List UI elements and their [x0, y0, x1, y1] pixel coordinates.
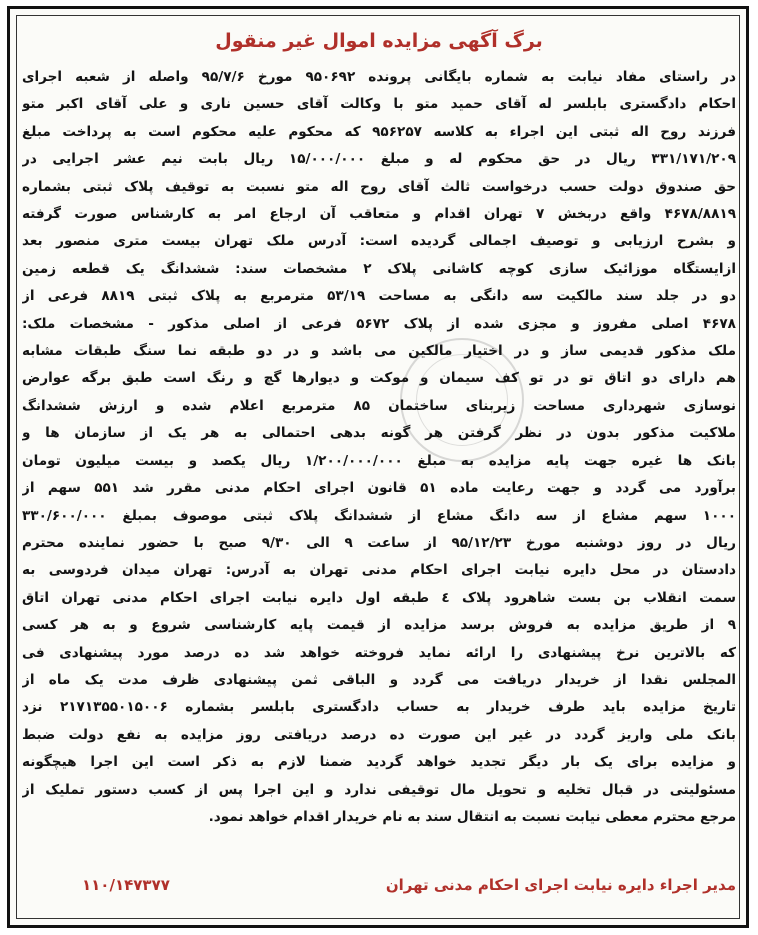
notice-line: بانک ها غیره جهت پایه مزایده به مبلغ ۱/۲۰۰/۰۰۰/۰۰۰ ریال یکصد و بیست میلیون تومان — [22, 452, 736, 469]
notice-body — [22, 64, 736, 831]
notice-line: ۴۶۷۸/۸۸۱۹ واقع دربخش ۷ تهران اقدام و متعاقب آن ارجاع امر به کارشناس صورت گرفته — [22, 206, 736, 223]
notice-line: مسئولیتی در قبال تخلیه و تحویل مال توقیفی ندارد و این اجرا پس از کسب دستور تملیک از — [22, 781, 736, 798]
notice-line: المجلس نقدا از خریدار دریافت می گردد و الباقی ثمن پیشنهادی ظرف مدت یک ماه از — [22, 671, 736, 688]
notice-line: سمت انقلاب بن بست شاهرود پلاک ٤ طبقه اول دایره نیابت اجرای احکام مدنی تهران اتاق — [22, 589, 736, 606]
notice-line: ازایستگاه موزائیک سازی کوچه کاشانی پلاک ۲ مشخصات سند: ششدانگ یک قطعه زمین — [22, 260, 736, 277]
notice-line: نوسازی شهرداری مساحت زیربنای ساختمان ۸۵ مترمربع اعلام شده و ارزش ششدانگ — [22, 397, 736, 414]
notice-line: دو در جلد سند مالکیت سه دانگی به مساحت ۵۳/۱۹ مترمربع به پلاک ثبتی ۸۸۱۹ فرعی از — [22, 288, 736, 305]
notice-line: ملک مذکور قدیمی ساز و در اختیار مالکین می باشد و در دو طبقه نما سنگ طبقات مشابه — [22, 343, 736, 360]
notice-line: برآورد می گردد و جهت رعایت ماده ۵۱ قانون اجرای احکام مدنی مقرر شد ۵۵۱ سهم از — [22, 480, 736, 497]
notice-line: تاریخ مزایده باید طرف خریدار به حساب دادگستری بابلسر بشماره ۲۱۷۱۳۵۵۰۱۵۰۰۶ نزد — [22, 699, 736, 716]
notice-line: ملاکیت مذکور بدون در نظر گرفتن هر گونه بدهی احتمالی به هر یک از سازمان ها و — [22, 425, 736, 442]
notice-line: دادستان در محل دایره نیابت اجرای احکام مدنی تهران به آدرس: تهران میدان فردوسی به — [22, 562, 736, 579]
notice-line: که بالاترین نرخ پیشنهادی را ارائه نماید فروخته خواهد شد ده درصد مورد پیشنهادی فی — [22, 644, 736, 661]
signer-title: مدیر اجراء دایره نیابت اجرای احکام مدنی تهران — [385, 876, 736, 894]
notice-line: احکام دادگستری بابلسر له آقای حمید متو با وکالت آقای حسین ناری و علی آقای اکبر متو — [22, 96, 736, 113]
notice-line: حق صندوق دولت حسب درخواست ثالث آقای روح اله متو نسبت به توقیف پلاک ثبتی بشماره — [22, 178, 736, 195]
reference-number: ۱۱۰/۱۴۷۳۷۷ — [82, 876, 170, 894]
notice-line: هم دارای دو اتاق تو در تو کف سیمان و موکت و دیوارها گچ و رنگ است طبق برگه عوارض — [22, 370, 736, 387]
notice-line: در راستای مفاد نیابت به شماره بایگانی پرونده ۹۵۰۶۹۲ مورخ ۹۵/۷/۶ واصله از شعبه اجرای — [22, 69, 736, 85]
notice-line: ۱۰۰۰ سهم مشاع از سه دانگ مشاع از ششدانگ پلاک ثبتی موصوف بمبلغ ۳۳۰/۶۰۰/۰۰۰ — [22, 507, 736, 524]
notice-line: فرزند روح اله ثبتی این اجراء به کلاسه ۹۵۶۲۵۷ که محکوم علیه محکوم است به پرداخت مبلغ — [22, 123, 736, 140]
notice-footer — [22, 876, 736, 906]
notice-title: برگ آگهی مزایده اموال غیر منقول — [215, 30, 543, 52]
notice-line: بانک ملی واریز گردد در غیر این صورت ده درصد دریافتی روز مزایده به نفع دولت ضبط — [22, 726, 736, 743]
notice-line: ۹ از طریق مزایده به فروش برسد مزایده از قیمت پایه کارشناسی شروع و به هر کسی — [22, 617, 736, 634]
notice-line: و مزایده برای یک بار دیگر تجدید خواهد گردید ضمنا لازم به ذکر است این اجرا هیچگونه — [22, 754, 736, 771]
notice-line: و بشرح ارزیابی و توصیف اجمالی گردیده است: آدرس ملک تهران بیست متری منصور بعد — [22, 233, 736, 250]
notice-line: ۳۳۱/۱۷۱/۲۰۹ ریال در حق محکوم له و مبلغ ۱۵/۰۰۰/۰۰۰ ریال بابت نیم عشر اجرایی در — [22, 151, 736, 168]
notice-line: ریال در روز دوشنبه مورخ ۹۵/۱۲/۲۳ از ساعت ۹ الی ۹/۳۰ صبح با حضور نماینده محترم — [22, 534, 736, 551]
notice-line: مرجع محترم معطی نیابت نسبت به انتقال سند به نام خریدار اقدام خواهد نمود. — [208, 808, 736, 825]
notice-line: ۴۶۷۸ اصلی مفروز و مجزی شده از پلاک ۵۶۷۲ فرعی از اصلی مذکور - مشخصات ملک: — [22, 315, 736, 332]
